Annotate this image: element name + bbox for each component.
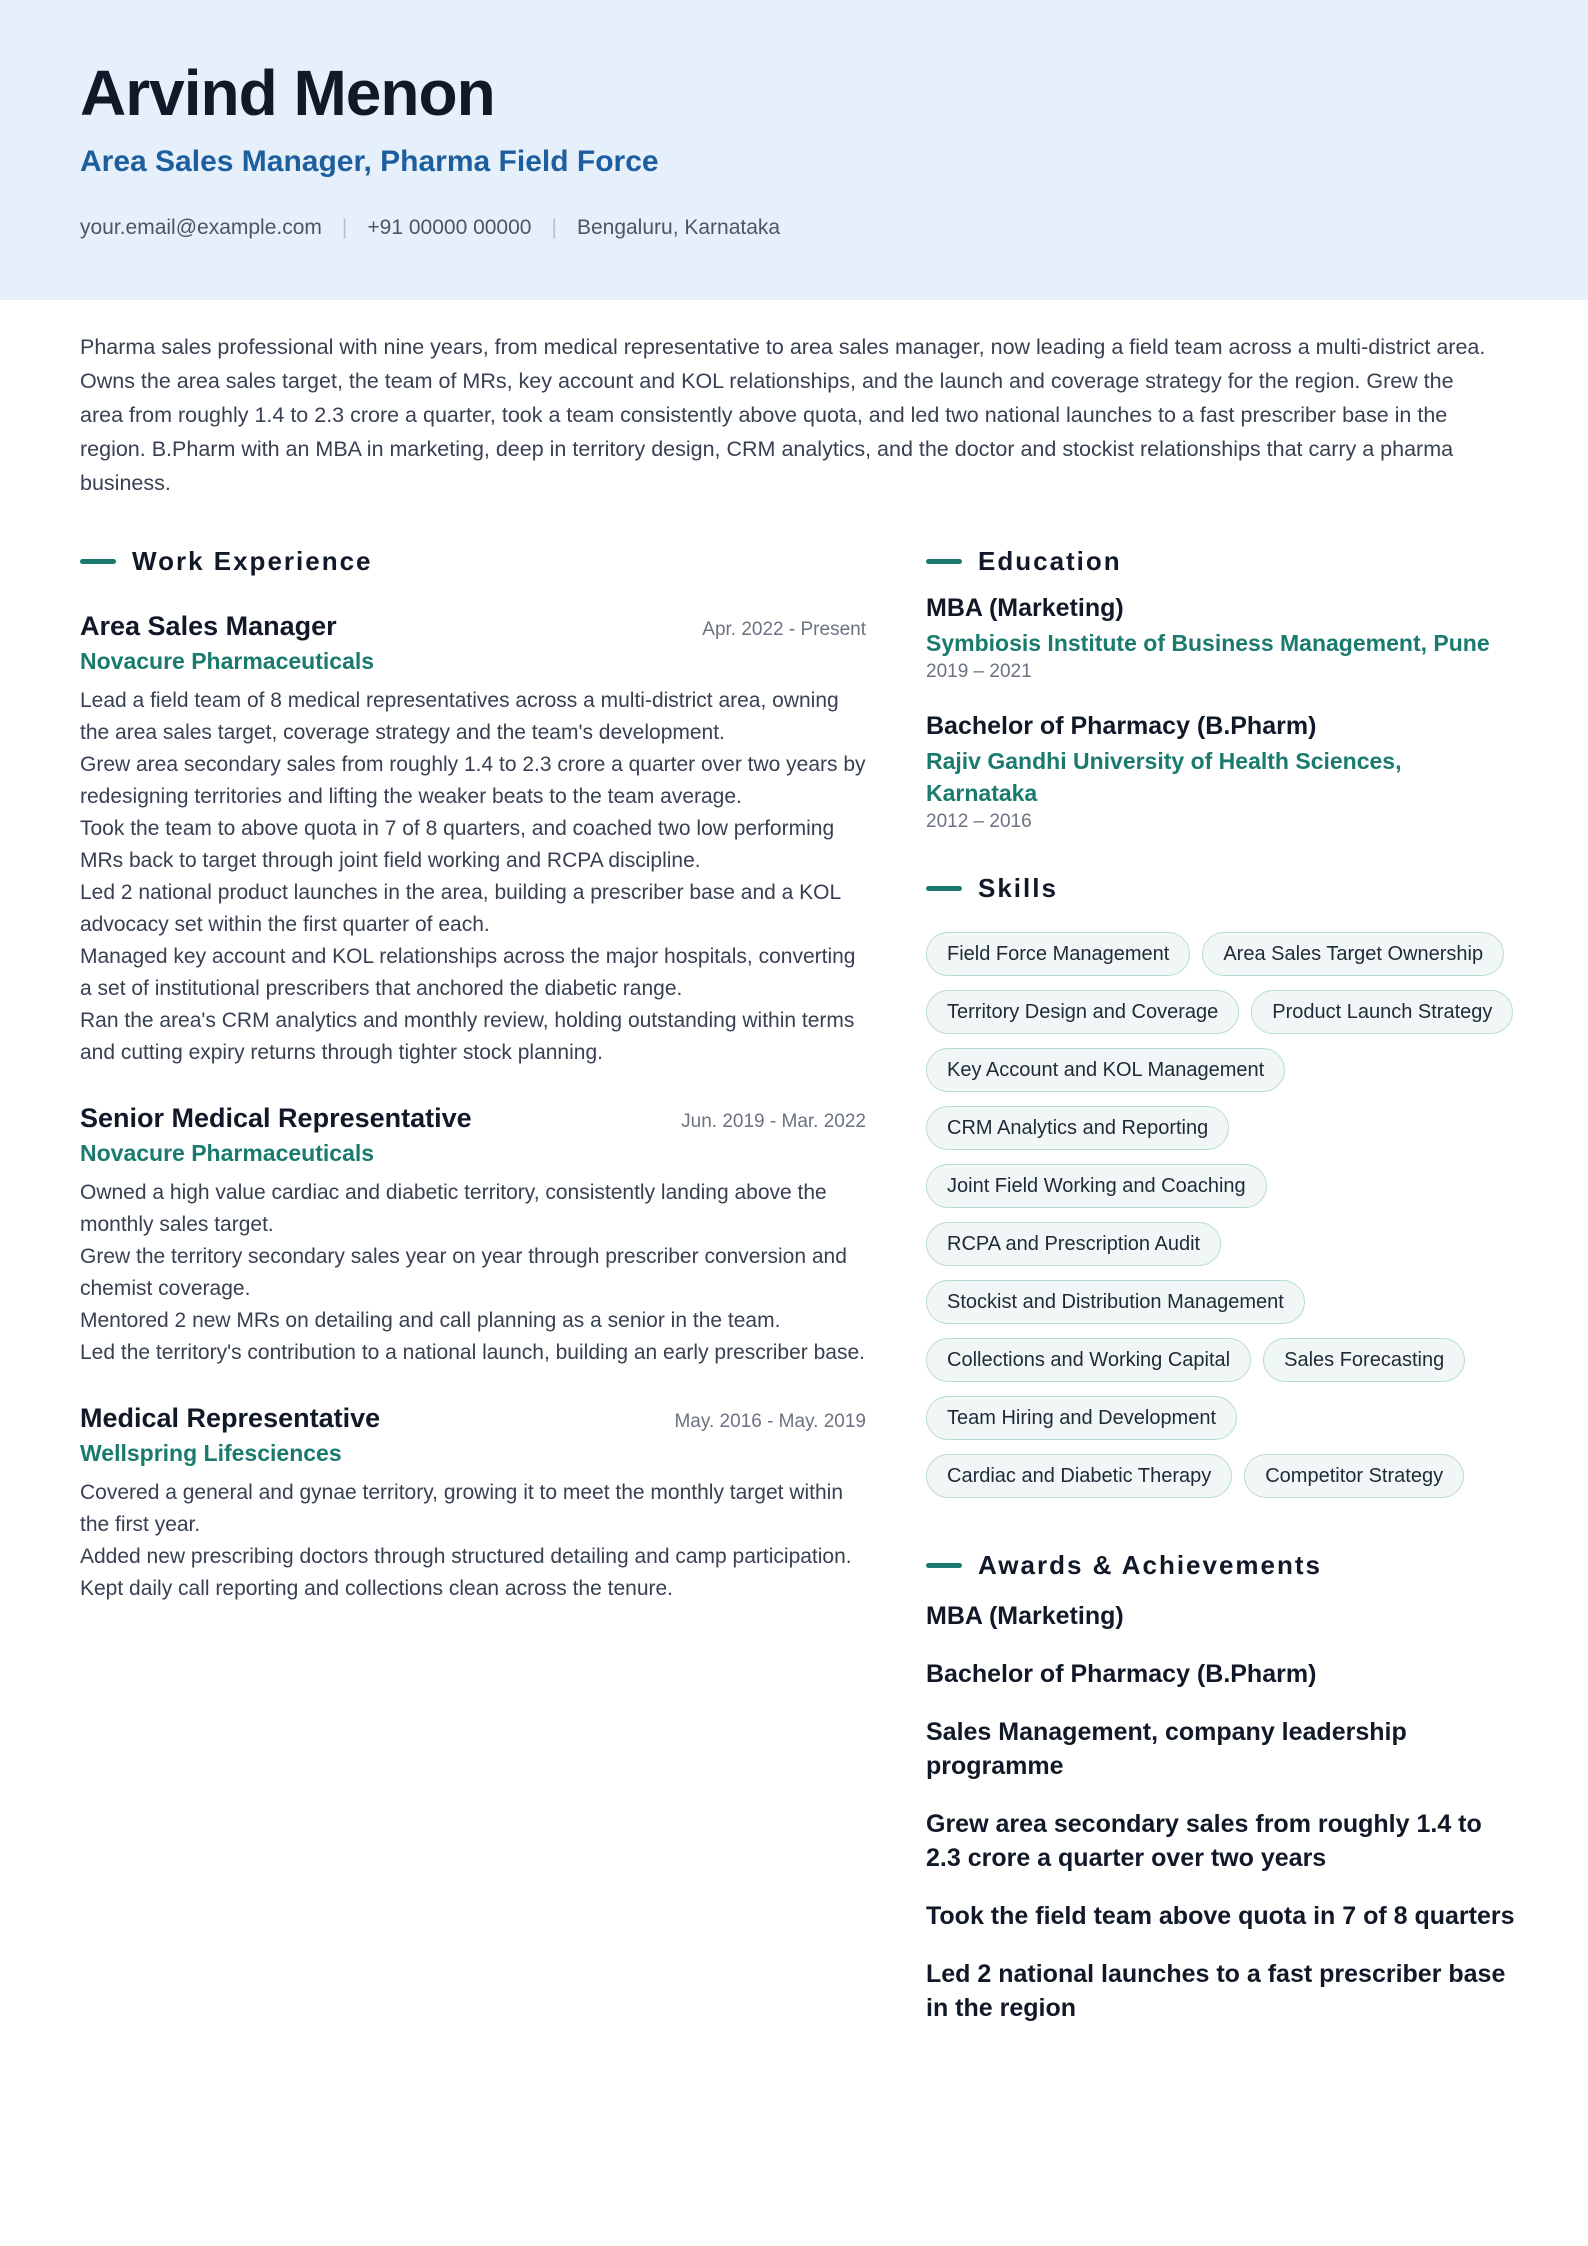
contact-email[interactable]: your.email@example.com [80, 216, 322, 239]
skill-tag: Cardiac and Diabetic Therapy [926, 1454, 1232, 1498]
education-degree: Bachelor of Pharmacy (B.Pharm) [926, 712, 1317, 740]
section-title-text: Skills [978, 873, 1058, 903]
section-accent-bar [926, 1563, 962, 1568]
contact-separator: | [551, 216, 557, 239]
skill-tag: Field Force Management [926, 932, 1190, 976]
education-school: Symbiosis Institute of Business Management, Pune [926, 630, 1490, 656]
skill-tag: RCPA and Prescription Audit [926, 1222, 1221, 1266]
skill-tag: Territory Design and Coverage [926, 990, 1239, 1034]
skills-list [926, 932, 1516, 1498]
job-dates: Apr. 2022 - Present [702, 619, 866, 640]
awards-section-title [926, 1550, 1516, 1581]
section-title-text: Awards & Achievements [978, 1550, 1323, 1580]
candidate-headline: Area Sales Manager, Pharma Field Force [80, 145, 659, 178]
award-item: MBA (Marketing) [926, 1602, 1124, 1630]
job-entry [80, 611, 866, 1069]
job-bullet: Took the team to above quota in 7 of 8 quarters, and coached two low performing MRs back to target through joint field working and RCPA discipline. [80, 817, 835, 872]
skill-tag: Key Account and KOL Management [926, 1048, 1285, 1092]
professional-summary: Pharma sales professional with nine years, from medical representative to area sales manager, now leading a field team across a multi-district area. Owns the area sales target, the team of MRs, key account and KOL relationships, and the launch and coverage strategy for the region. Grew the area from roughly 1.4 to 2.3 crore a quarter, took a team consistently above quota, and led two national launches to a fast prescriber base in the region. B.Pharm with an MBA in marketing, deep in territory design, CRM analytics, and the doctor and stockist relationships that carry a pharma business. [80, 335, 1486, 495]
skills-section-title [926, 873, 1516, 904]
section-title-text: Education [978, 546, 1122, 576]
section-accent-bar [926, 886, 962, 891]
sidebar-column [926, 546, 1516, 2025]
experience-column [80, 546, 866, 1605]
award-item: Grew area secondary sales from roughly 1.4 to 2.3 crore a quarter over two years [926, 1810, 1482, 1872]
job-title: Area Sales Manager [80, 611, 337, 641]
job-bullet: Grew the territory secondary sales year on year through prescriber conversion and chemist coverage. [80, 1245, 847, 1300]
award-item: Bachelor of Pharmacy (B.Pharm) [926, 1660, 1317, 1688]
award-item: Sales Management, company leadership programme [926, 1718, 1407, 1780]
job-bullet: Owned a high value cardiac and diabetic territory, consistently landing above the monthly sales target. [80, 1181, 827, 1236]
skill-tag: Joint Field Working and Coaching [926, 1164, 1267, 1208]
job-bullet: Led 2 national product launches in the area, building a prescriber base and a KOL advocacy set within the first quarter of each. [80, 881, 841, 936]
job-title: Medical Representative [80, 1403, 381, 1433]
resume-header [0, 0, 1588, 300]
job-bullets [80, 1177, 866, 1369]
contact-separator: | [341, 216, 348, 239]
job-bullet: Grew area secondary sales from roughly 1.4 to 2.3 crore a quarter over two years by redesigning territories and lifting the weaker beats to the team average. [80, 753, 866, 808]
experience-section-title [80, 546, 866, 577]
education-section-title [926, 546, 1516, 577]
skill-tag: Area Sales Target Ownership [1202, 932, 1504, 976]
job-company: Novacure Pharmaceuticals [80, 1140, 375, 1166]
education-dates: 2019 – 2021 [926, 661, 1032, 682]
job-company: Wellspring Lifesciences [80, 1440, 342, 1466]
awards-list [926, 1599, 1516, 2025]
job-bullet: Added new prescribing doctors through structured detailing and camp participation. [80, 1545, 852, 1568]
education-dates: 2012 – 2016 [926, 811, 1032, 832]
section-accent-bar [80, 559, 116, 564]
skill-tag: Product Launch Strategy [1251, 990, 1513, 1034]
job-dates: Jun. 2019 - Mar. 2022 [681, 1111, 866, 1132]
skill-tag: Collections and Working Capital [926, 1338, 1251, 1382]
job-bullet: Ran the area's CRM analytics and monthly review, holding outstanding within terms and cutting expiry returns through tighter stock planning. [80, 1009, 855, 1064]
job-bullets [80, 685, 866, 1069]
job-bullet: Lead a field team of 8 medical representatives across a multi-district area, owning the area sales target, coverage strategy and the team's development. [80, 689, 839, 744]
job-bullets [80, 1477, 866, 1605]
skill-tag: Sales Forecasting [1263, 1338, 1465, 1382]
education-entry [926, 591, 1516, 683]
award-item: Led 2 national launches to a fast prescriber base in the region [926, 1960, 1506, 2022]
job-bullet: Mentored 2 new MRs on detailing and call planning as a senior in the team. [80, 1309, 781, 1332]
contact-phone[interactable]: +91 00000 00000 [367, 216, 532, 239]
contact-line [80, 214, 780, 241]
job-bullet: Covered a general and gynae territory, growing it to meet the monthly target within the first year. [80, 1481, 844, 1536]
skill-tag: CRM Analytics and Reporting [926, 1106, 1229, 1150]
job-bullet: Led the territory's contribution to a national launch, building an early prescriber base. [80, 1341, 865, 1364]
section-title-text: Work Experience [132, 546, 373, 576]
job-title: Senior Medical Representative [80, 1103, 472, 1133]
skill-tag: Stockist and Distribution Management [926, 1280, 1305, 1324]
contact-location: Bengaluru, Karnataka [576, 216, 781, 239]
education-school: Rajiv Gandhi University of Health Sciences, Karnataka [926, 748, 1402, 806]
job-entry [80, 1103, 866, 1369]
job-entry [80, 1403, 866, 1605]
skill-tag: Competitor Strategy [1244, 1454, 1464, 1498]
education-degree: MBA (Marketing) [926, 594, 1124, 622]
candidate-name: Arvind Menon [80, 57, 495, 129]
award-item: Took the field team above quota in 7 of 8 quarters [926, 1902, 1515, 1930]
job-bullet: Kept daily call reporting and collections clean across the tenure. [80, 1577, 674, 1600]
job-company: Novacure Pharmaceuticals [80, 648, 375, 674]
education-entry [926, 709, 1516, 833]
section-accent-bar [926, 559, 962, 564]
job-bullet: Managed key account and KOL relationships across the major hospitals, converting a set of institutional prescribers that anchored the diabetic range. [80, 945, 856, 1000]
skill-tag: Team Hiring and Development [926, 1396, 1237, 1440]
job-dates: May. 2016 - May. 2019 [674, 1411, 866, 1432]
